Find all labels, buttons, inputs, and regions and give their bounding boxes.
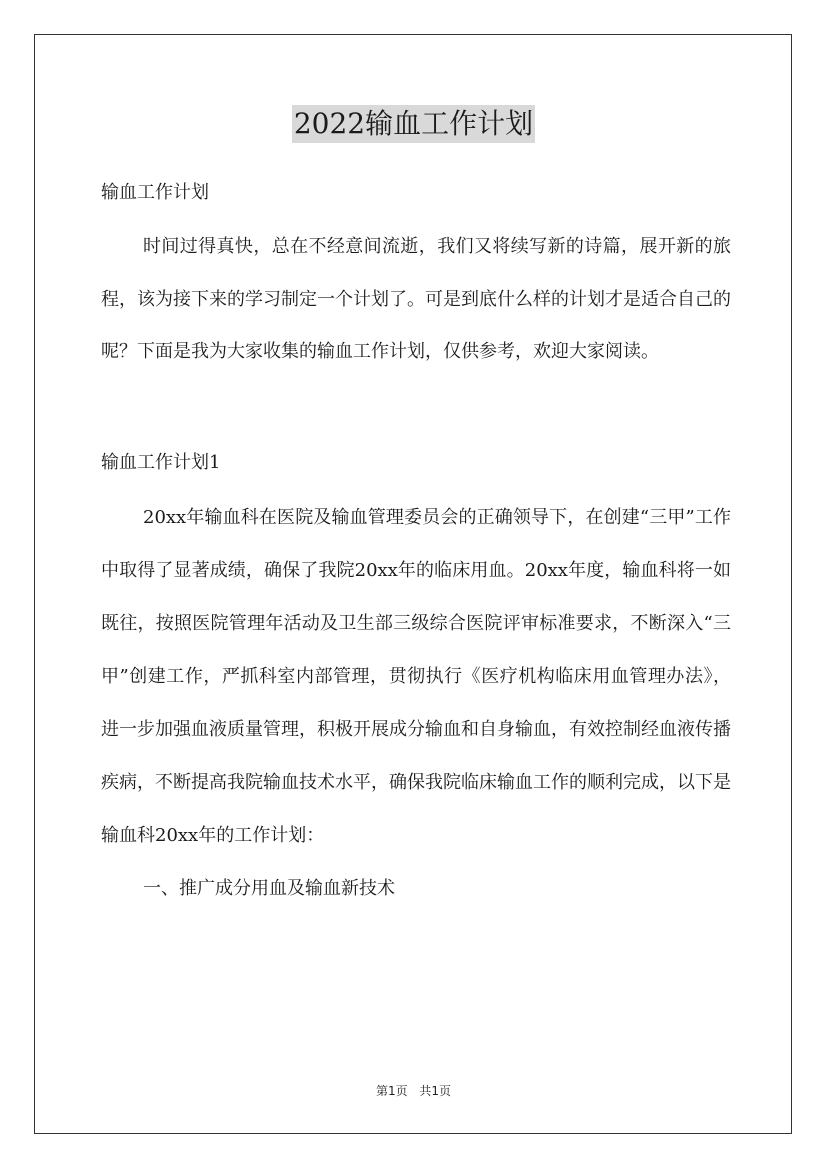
page-total: 共1页 bbox=[419, 1084, 452, 1098]
list-item-1: 一、推广成分用血及输血新技术 bbox=[143, 877, 395, 899]
document-title: 2022输血工作计划 bbox=[292, 105, 535, 143]
page-number: 第1页 bbox=[375, 1084, 408, 1098]
intro-paragraph: 时间过得真快，总在不经意间流逝，我们又将续写新的诗篇，展开新的旅程，该为接下来的学习制定一个计划了。可是到底什么样的计划才是适合自己的呢？下面是我为大家收集的输血工作计划，仅供参考，欢迎大家阅读。 bbox=[101, 236, 731, 362]
section1-paragraph: 20xx年输血科在医院及输血管理委员会的正确领导下，在创建“三甲”工作中取得了显著成绩，确保了我院20xx年的临床用血。20xx年度，输血科将一如既往，按照医院管理年活动及卫生部三级综合医院评审标准要求，不断深入“三甲”创建工作，严抓科室内部管理，贯彻执行《医疗机构临床用血管理办法》，进一步加强血液质量管理，积极开展成分输血和自身输血，有效控制经血液传播疾病，不断提高我院输血技术水平，确保我院临床输血工作的顺利完成，以下是输血科20xx年的工作计划： bbox=[101, 506, 731, 846]
document-body bbox=[101, 165, 731, 916]
paragraph-spacer bbox=[101, 379, 731, 435]
section-heading-intro: 输血工作计划 bbox=[101, 182, 209, 203]
page-footer bbox=[0, 1082, 827, 1099]
section-heading-1: 输血工作计划1 bbox=[101, 451, 221, 473]
document-title-wrapper bbox=[0, 103, 827, 143]
